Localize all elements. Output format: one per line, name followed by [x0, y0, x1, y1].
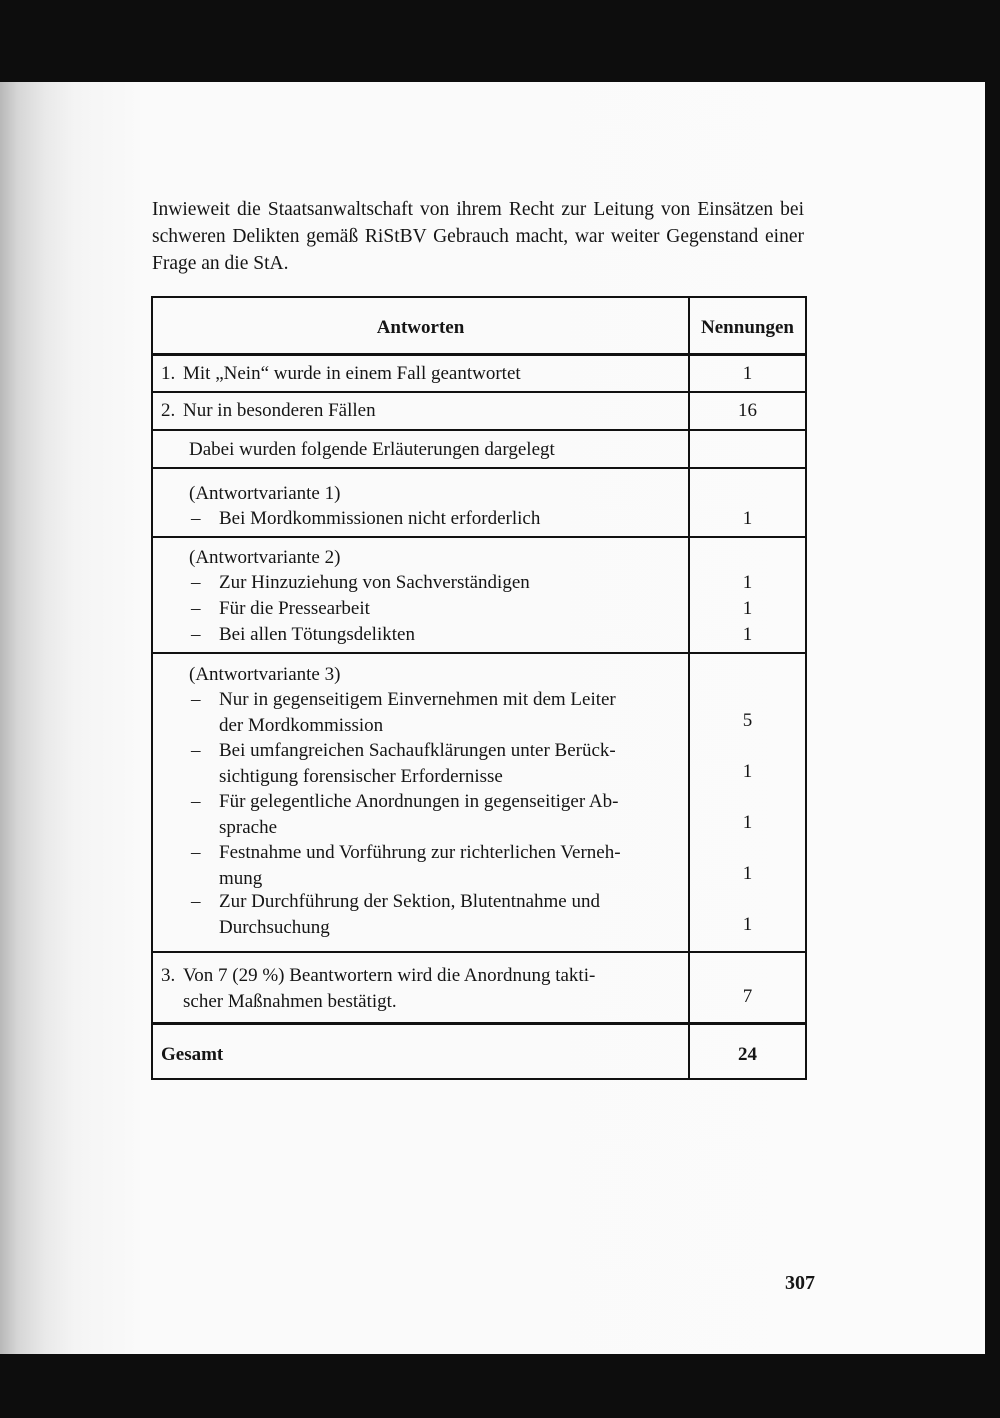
- header-answers: Antworten: [376, 317, 465, 338]
- list-item: [161, 596, 681, 622]
- item-text: Bei allen Tötungsdelikten: [219, 624, 415, 645]
- table-total-row: [153, 1022, 805, 1080]
- table-row: [153, 353, 805, 393]
- count-cell: 5: [742, 710, 753, 731]
- table-row: [153, 951, 805, 1023]
- answer-cell: [161, 963, 681, 1014]
- table-row: [153, 391, 805, 430]
- answer-cell: [161, 398, 681, 424]
- variant-title: (Antwortvariante 3): [189, 664, 341, 685]
- dash: –: [191, 791, 201, 812]
- answer-text-cont: scher Maßnahmen bestätigt.: [183, 990, 397, 1012]
- answer-text: Von 7 (29 %) Beantwortern wird die Anordnung takti-: [183, 965, 596, 986]
- count-cell: 1: [742, 363, 753, 384]
- item-text: Zur Durchführung der Sektion, Blutentnahme und: [219, 891, 600, 912]
- item-text: Festnahme und Vorführung zur richterlichen Verneh-: [219, 842, 621, 863]
- item-text-cont: mung: [219, 867, 263, 889]
- count-cell: 16: [738, 400, 757, 421]
- responses-table: [151, 296, 807, 1080]
- table-row: [153, 429, 805, 468]
- count-cell: 1: [742, 761, 753, 782]
- row-number: 2.: [161, 400, 176, 421]
- total-count: 24: [738, 1044, 757, 1065]
- variant-title: (Antwortvariante 2): [189, 547, 341, 568]
- item-text: Bei Mordkommissionen nicht erforderlich: [219, 508, 541, 529]
- count-cell: 1: [742, 624, 753, 645]
- dash: –: [191, 508, 201, 529]
- dash: –: [191, 740, 201, 761]
- dash: –: [191, 598, 201, 619]
- item-text-cont: sichtigung forensischer Erfordernisse: [219, 765, 503, 787]
- item-text: Bei umfangreichen Sachaufklärungen unter Berück-: [219, 740, 616, 761]
- dash: –: [191, 891, 201, 912]
- dash: –: [191, 572, 201, 593]
- explanation-text: Dabei wurden folgende Erläuterungen dargelegt: [189, 439, 555, 460]
- answer-cell: [161, 361, 681, 387]
- list-item: [161, 789, 681, 840]
- item-text-cont: sprache: [219, 816, 278, 838]
- item-text-cont: Durchsuchung: [219, 916, 330, 938]
- item-text: Nur in gegenseitigem Einvernehmen mit dem Leiter: [219, 689, 616, 710]
- count-cell: 1: [742, 572, 753, 593]
- item-text: Zur Hinzuziehung von Sachverständigen: [219, 572, 530, 593]
- variant-title: (Antwortvariante 1): [189, 483, 341, 504]
- page-number: 307: [785, 1272, 815, 1294]
- count-cell: 1: [742, 598, 753, 619]
- dash: –: [191, 689, 201, 710]
- list-item: [161, 506, 681, 532]
- count-cell: 1: [742, 812, 753, 833]
- count-cell: 1: [742, 914, 753, 935]
- list-item: [161, 622, 681, 648]
- count-cell: 1: [742, 863, 753, 884]
- table-row: [153, 536, 805, 653]
- total-label: Gesamt: [161, 1044, 224, 1065]
- item-text-cont: der Mordkommission: [219, 714, 384, 736]
- answer-text: Nur in besonderen Fällen: [183, 400, 376, 421]
- row-number: 3.: [161, 965, 176, 986]
- header-count: Nennungen: [701, 317, 794, 338]
- count-cell: 1: [742, 508, 753, 529]
- answer-text: Mit „Nein“ wurde in einem Fall geantwortet: [183, 363, 521, 384]
- item-text: Für gelegentliche Anordnungen in gegenseitiger Ab-: [219, 791, 619, 812]
- table-row: [153, 467, 805, 537]
- item-text: Für die Pressearbeit: [219, 598, 370, 619]
- list-item: [161, 570, 681, 596]
- row-number: 1.: [161, 363, 176, 384]
- count-cell: 7: [742, 986, 753, 1007]
- dash: –: [191, 624, 201, 645]
- list-item: [161, 687, 681, 738]
- list-item: [161, 840, 681, 891]
- answer-cell: [161, 481, 709, 507]
- list-item: [161, 889, 681, 940]
- intro-paragraph: Inwieweit die Staatsanwaltschaft von ihrem Recht zur Leitung von Einsätzen bei schweren Delikten gemäß RiStBV Gebrauch macht, war weiter Gegenstand einer Frage an die StA.: [152, 199, 804, 274]
- table-row: [153, 652, 805, 952]
- table-header-row: [153, 298, 805, 353]
- dash: –: [191, 842, 201, 863]
- list-item: [161, 738, 681, 789]
